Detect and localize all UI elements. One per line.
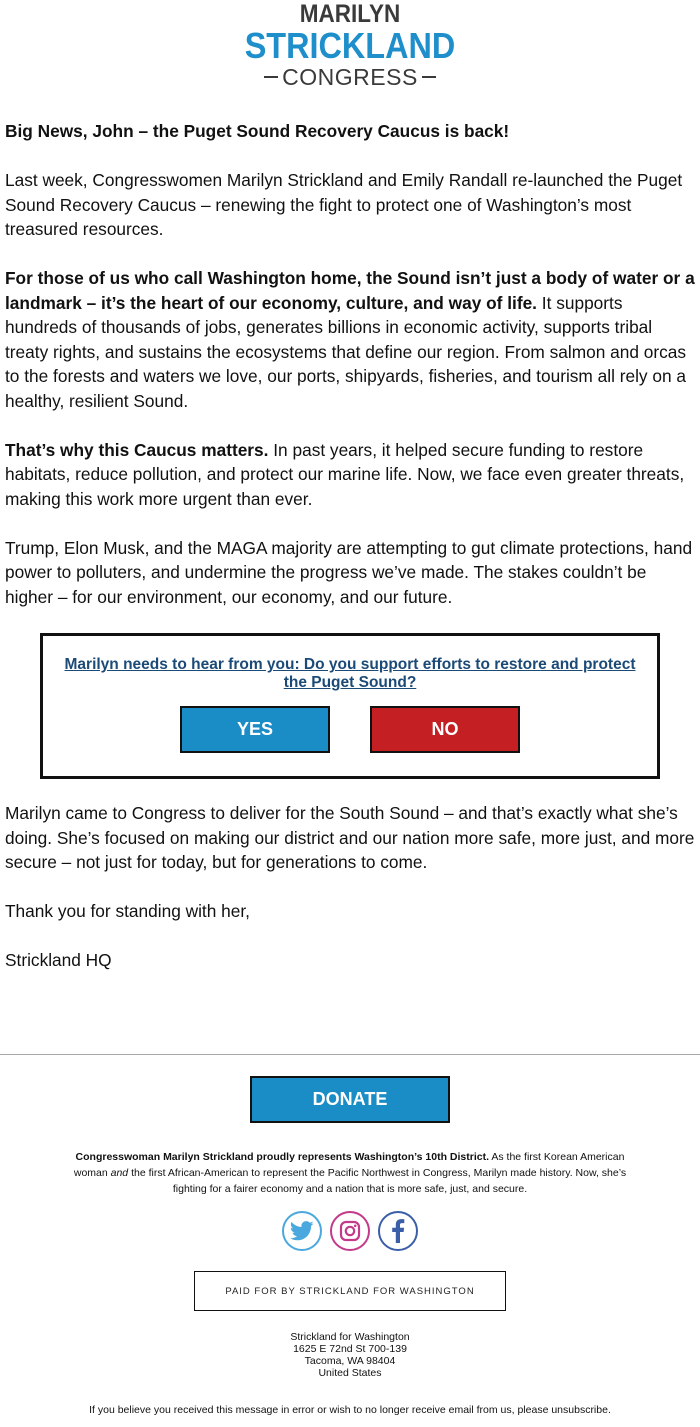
address-country: United States (318, 1367, 382, 1379)
footer-description-part2: the first African-American to represent the Pacific Northwest in Congress, Marilyn made history. Now, she’s fighting for a fairer economy and a nation that is more safe, just, and secure. (128, 1167, 627, 1195)
poll-box (40, 633, 660, 779)
paragraph-sound-importance (5, 266, 695, 413)
paragraph-threats: Trump, Elon Musk, and the MAGA majority are attempting to gut climate protections, hand power to polluters, and undermine the progress we’ve made. The stakes couldn’t be higher – for our environment, our economy, and our future. (5, 537, 693, 607)
facebook-icon[interactable] (378, 1211, 418, 1251)
instagram-icon[interactable] (330, 1211, 370, 1251)
paragraph-caucus-matters (5, 438, 695, 512)
paragraph-sound-importance-rest: It supports hundreds of thousands of jobs, generates billions in economic activity, supports tribal treaty rights, and sustains the ecosystems that define our region. From salmon and orcas to the forests and waters we love, our ports, shipyards, fisheries, and tourism all rely on a healthy, resilient Sound. (5, 292, 687, 411)
address-street: 1625 E 72nd St 700-139 (293, 1343, 407, 1355)
email-body-closing (0, 801, 700, 973)
campaign-logo (0, 0, 700, 100)
instagram-camera-glyph (339, 1220, 361, 1242)
facebook-f-glyph (391, 1219, 405, 1243)
signature: Strickland HQ (5, 950, 112, 970)
twitter-bird-glyph (290, 1221, 314, 1241)
social-links (0, 1211, 700, 1251)
no-button[interactable]: NO (370, 706, 520, 753)
logo-dash-left (264, 76, 278, 78)
logo-name-first: MARILYN (299, 0, 401, 28)
email-headline: Big News, John – the Puget Sound Recovery Caucus is back! (5, 121, 510, 141)
address-city: Tacoma, WA 98404 (304, 1355, 396, 1367)
poll-question-link[interactable]: Marilyn needs to hear from you: Do you support efforts to restore and protect the Puget Sound? (64, 656, 636, 691)
twitter-icon[interactable] (282, 1211, 322, 1251)
unsubscribe-notice[interactable]: If you believe you received this message in error or wish to no longer receive email from us, please unsubscribe. (89, 1404, 611, 1416)
mailing-address (0, 1331, 700, 1379)
paragraph-thank-you: Thank you for standing with her, (5, 901, 250, 921)
paid-for-by-disclaimer: PAID FOR BY STRICKLAND FOR WASHINGTON (194, 1271, 506, 1311)
footer-description-bold: Congresswoman Marilyn Strickland proudly represents Washington’s 10th District. (75, 1151, 490, 1163)
footer-description-part1: As the first Korean American woman (73, 1151, 625, 1179)
paragraph-caucus-matters-rest: In past years, it helped secure funding to restore habitats, reduce pollution, and protect our marine life. Now, we face even greater threats, making this work more urgent than ever. (5, 439, 685, 509)
footer-divider (0, 1054, 700, 1055)
footer-description (70, 1149, 630, 1197)
poll-buttons (43, 706, 657, 753)
logo-name-last: STRICKLAND (244, 25, 456, 66)
footer-description-italic: and (110, 1167, 129, 1179)
paragraph-caucus-matters-bold: That’s why this Caucus matters. (5, 439, 269, 460)
paragraph-relaunch: Last week, Congresswomen Marilyn Strickland and Emily Randall re-launched the Puget Sound Recovery Caucus – renewing the fight to protect one of Washington’s most treasured resources. (5, 170, 683, 239)
paragraph-delivering: Marilyn came to Congress to deliver for the South Sound – and that’s exactly what she’s doing. She’s focused on making our district and our nation more safe, more just, and more secure – not just for today, but for generations to come. (5, 803, 695, 872)
logo-congress (0, 64, 700, 90)
address-org: Strickland for Washington (290, 1331, 410, 1343)
paragraph-sound-importance-bold: For those of us who call Washington home, the Sound isn’t just a body of water or a landmark – it’s the heart of our economy, culture, and way of life. (5, 268, 695, 313)
yes-button[interactable]: YES (180, 706, 330, 753)
donate-button[interactable]: DONATE (250, 1076, 450, 1123)
logo-congress-text: CONGRESS (282, 64, 418, 90)
email-body (0, 119, 700, 609)
logo-dash-right (422, 76, 436, 78)
footer (0, 1076, 700, 1416)
